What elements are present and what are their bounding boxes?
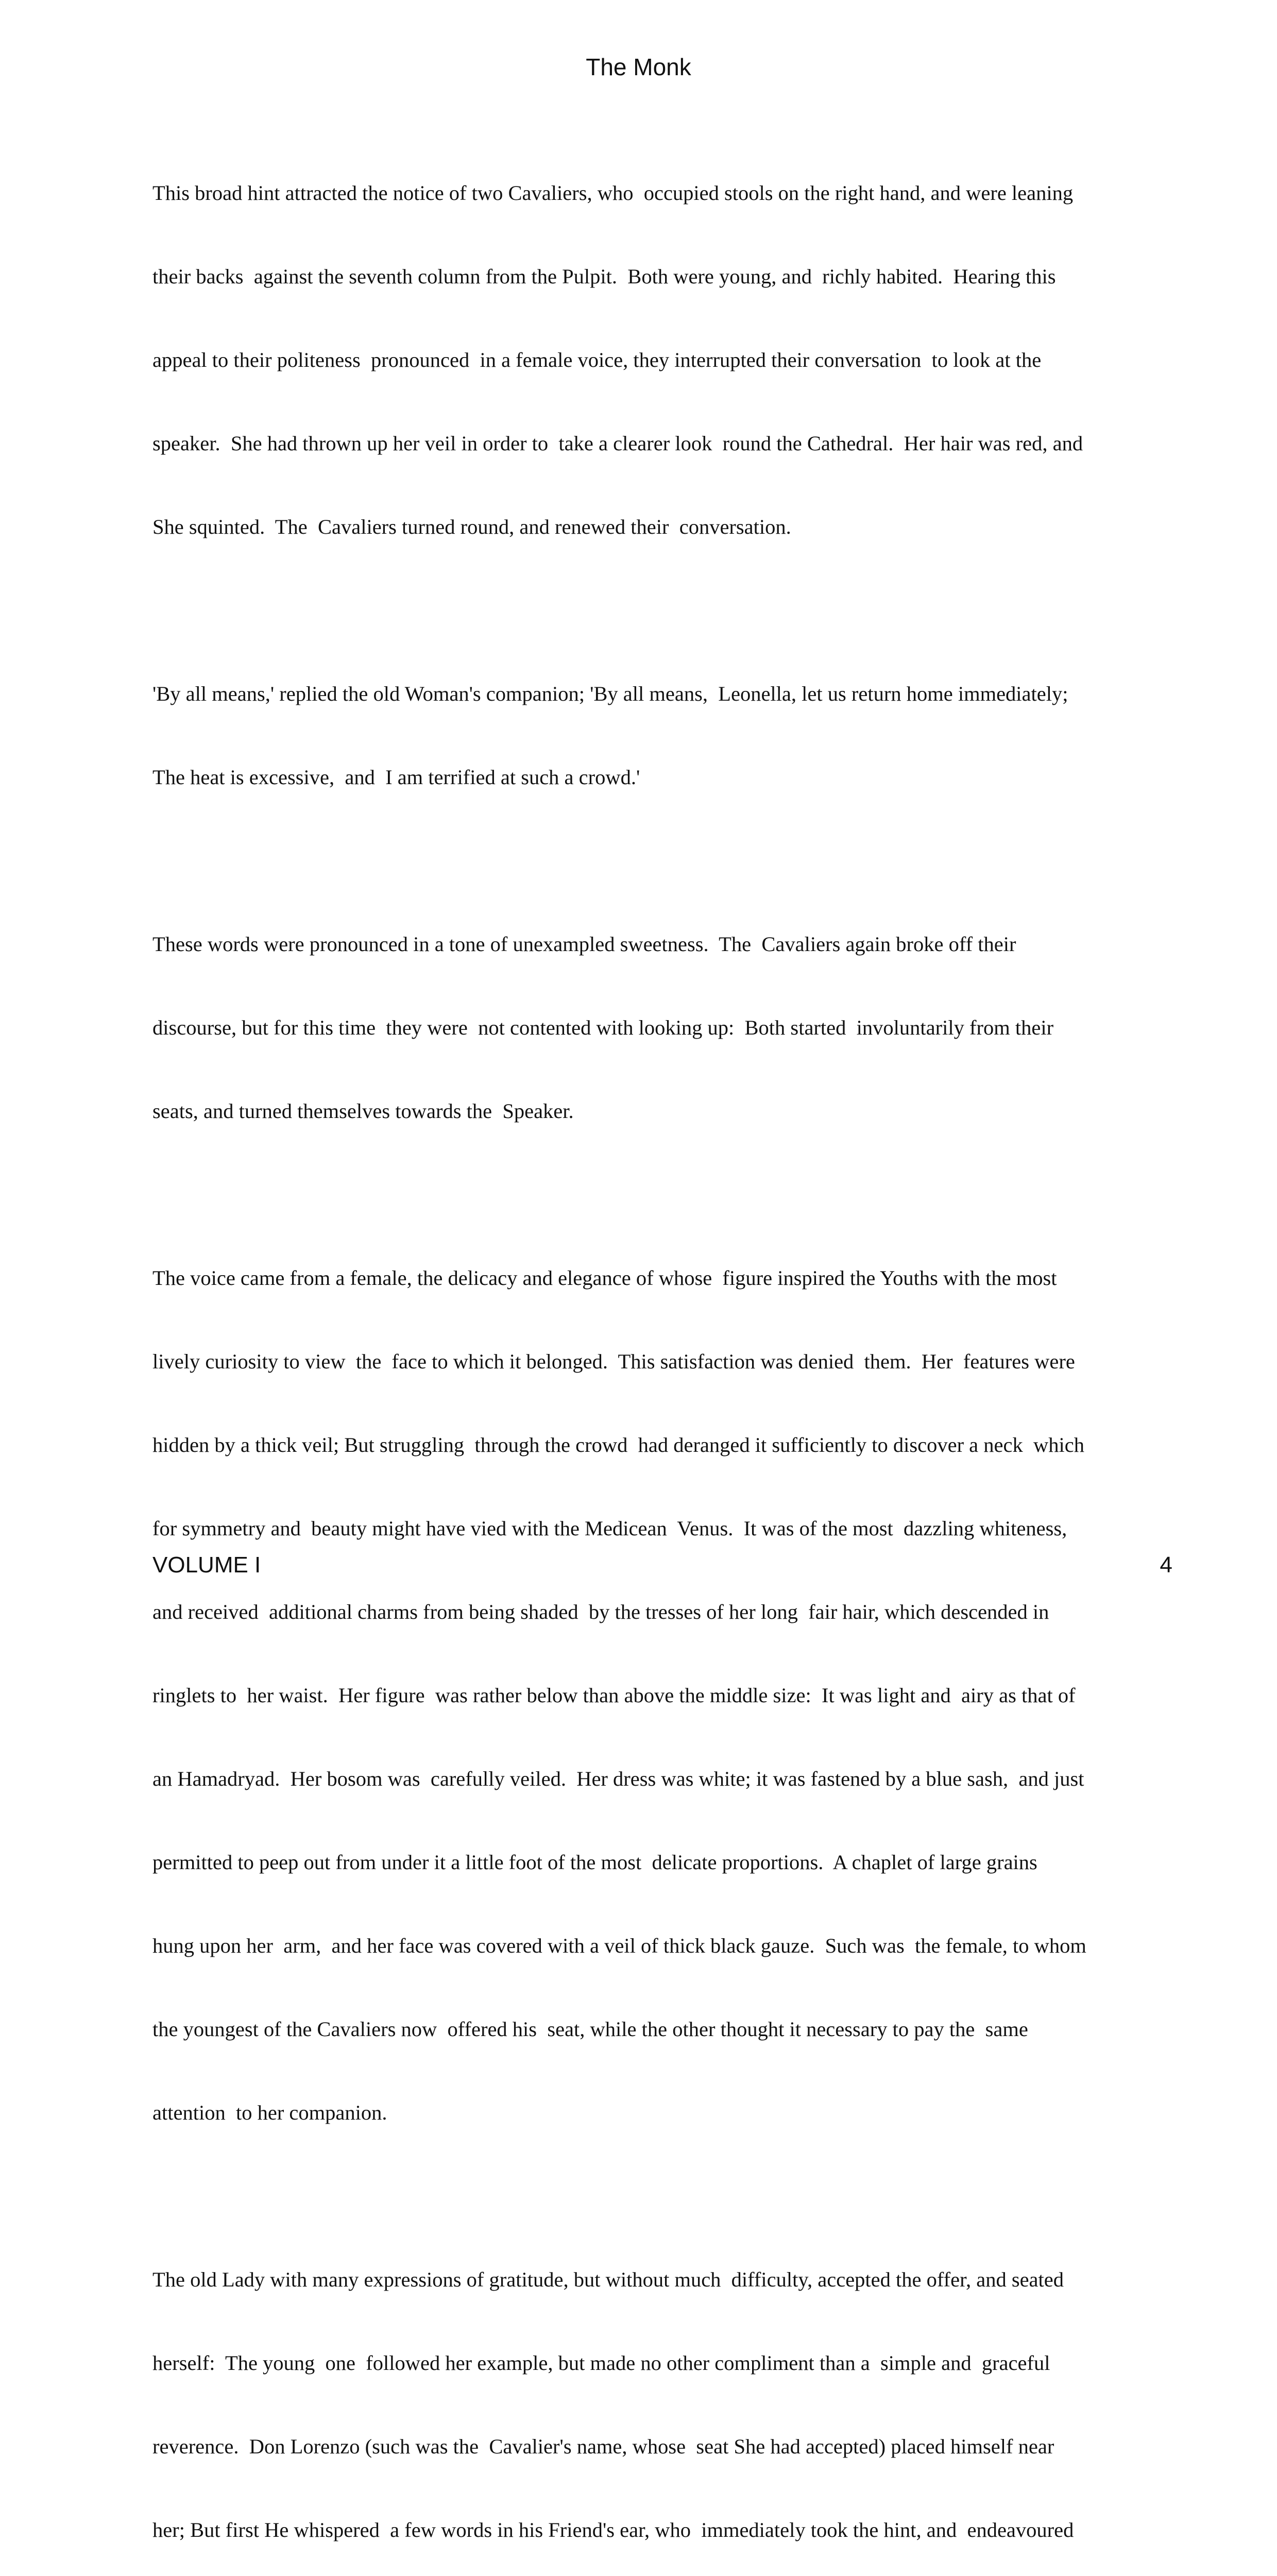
text-line: speaker. She had thrown up her veil in order to take a clearer look round the Cathedral. Her hair was red, and bbox=[152, 432, 1083, 455]
paragraph-5 bbox=[152, 2210, 1188, 2576]
text-line: ringlets to her waist. Her figure was rather below than above the middle size: It was light and airy as that of bbox=[152, 1684, 1076, 1707]
text-line: for symmetry and beauty might have vied with the Medicean Venus. It was of the most dazzling whiteness, bbox=[152, 1517, 1067, 1540]
text-line: These words were pronounced in a tone of unexampled sweetness. The Cavaliers again broke off their bbox=[152, 933, 1016, 956]
text-line: their backs against the seventh column from the Pulpit. Both were young, and richly habited. Hearing this bbox=[152, 265, 1056, 288]
text-line: The old Lady with many expressions of gratitude, but without much difficulty, accepted the offer, and seated bbox=[152, 2268, 1064, 2291]
paragraph-2 bbox=[152, 624, 1188, 847]
volume-label: VOLUME I bbox=[152, 1552, 261, 1578]
text-line: hidden by a thick veil; But struggling through the crowd had deranged it sufficiently to discover a neck which bbox=[152, 1433, 1084, 1456]
text-line: lively curiosity to view the face to which it belonged. This satisfaction was denied them. Her features were bbox=[152, 1350, 1075, 1373]
text-line: the youngest of the Cavaliers now offered his seat, while the other thought it necessary to pay the same bbox=[152, 2018, 1028, 2041]
text-line: herself: The young one followed her example, but made no other compliment than a simple and graceful bbox=[152, 2351, 1050, 2375]
text-line: The voice came from a female, the delicacy and elegance of whose figure inspired the Youths with the most bbox=[152, 1266, 1057, 1290]
paragraph-1 bbox=[152, 124, 1188, 597]
text-line: attention to her companion. bbox=[152, 2101, 387, 2124]
text-line: appeal to their politeness pronounced in a female voice, they interrupted their conversation to look at the bbox=[152, 348, 1042, 371]
text-line: her; But first He whispered a few words in his Friend's ear, who immediately took the hint, and endeavoured bbox=[152, 2518, 1074, 2541]
text-line: discourse, but for this time they were not contented with looking up: Both started involuntarily from their bbox=[152, 1016, 1054, 1039]
paragraph-4 bbox=[152, 1209, 1188, 2182]
text-line: 'By all means,' replied the old Woman's companion; 'By all means, Leonella, let us return home immediately; bbox=[152, 682, 1068, 705]
text-line: seats, and turned themselves towards the Speaker. bbox=[152, 1099, 574, 1123]
text-line: hung upon her arm, and her face was covered with a veil of thick black gauze. Such was the female, to whom bbox=[152, 1934, 1086, 1957]
text-line: and received additional charms from being shaded by the tresses of her long fair hair, which descended in bbox=[152, 1600, 1049, 1623]
body-text bbox=[152, 124, 1188, 2576]
text-line: She squinted. The Cavaliers turned round, and renewed their conversation. bbox=[152, 515, 791, 538]
text-line: permitted to peep out from under it a little foot of the most delicate proportions. A chaplet of large grains bbox=[152, 1851, 1037, 1874]
page-number: 4 bbox=[1160, 1552, 1172, 1578]
paragraph-3 bbox=[152, 875, 1188, 1181]
text-line: This broad hint attracted the notice of two Cavaliers, who occupied stools on the right hand, and were leaning bbox=[152, 181, 1074, 205]
text-line: The heat is excessive, and I am terrified at such a crowd.' bbox=[152, 766, 640, 789]
page-title: The Monk bbox=[586, 54, 691, 80]
text-line: an Hamadryad. Her bosom was carefully veiled. Her dress was white; it was fastened by a blue sash, and just bbox=[152, 1767, 1084, 1790]
text-line: reverence. Don Lorenzo (such was the Cavalier's name, whose seat She had accepted) placed himself near bbox=[152, 2435, 1054, 2458]
